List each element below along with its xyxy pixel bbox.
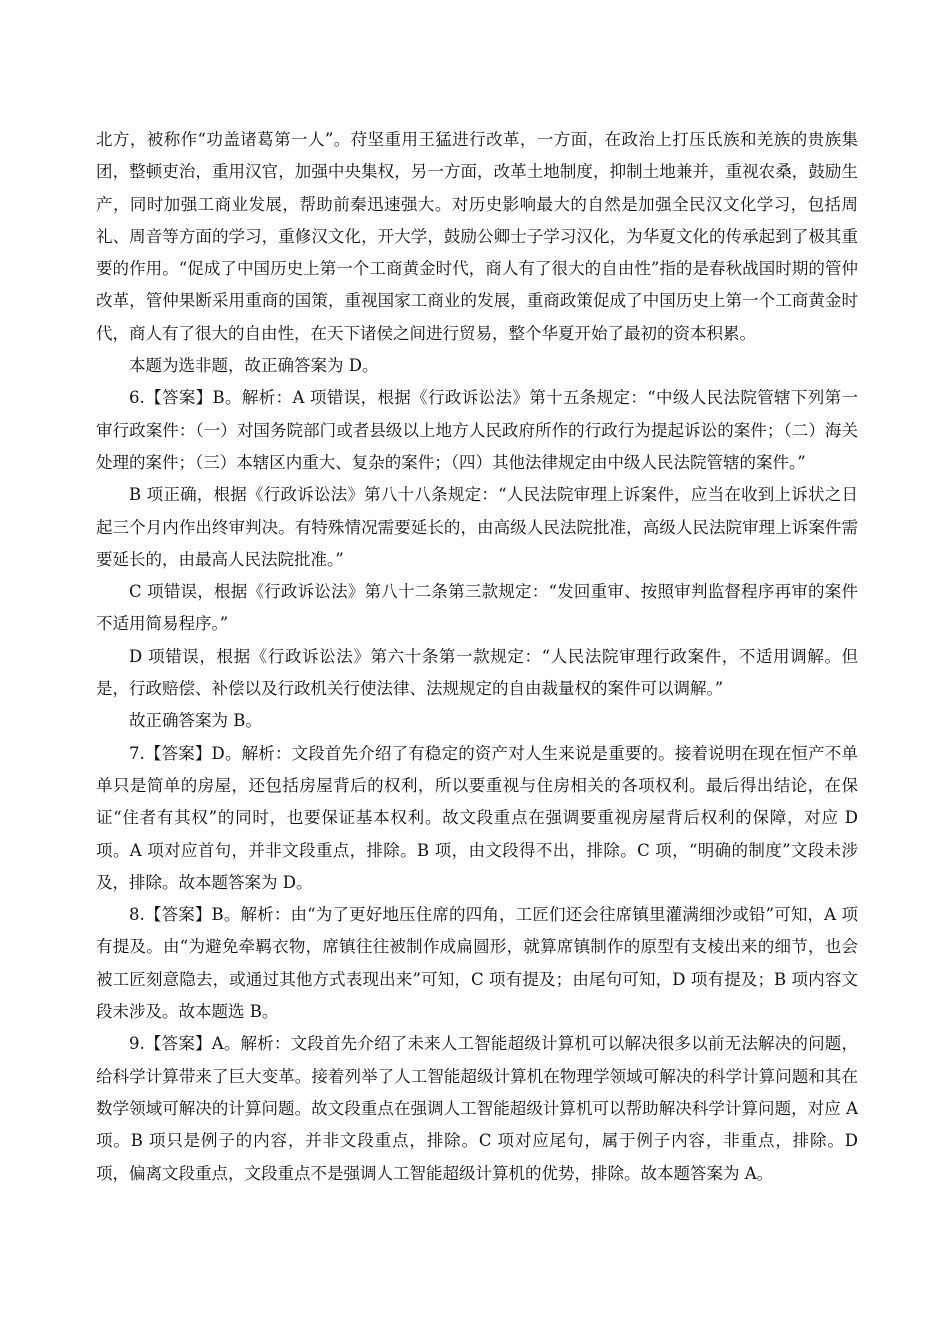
paragraph-q6-option-c: C 项错误，根据《行政诉讼法》第八十二条第三款规定：“发回重审、按照审判监督程序再审的案件不适用简易程序。” bbox=[96, 582, 858, 634]
paragraph-q8-answer: 8.【答案】B。解析：由“为了更好地压住席的四角，工匠们还会往席镇里灌满细沙或铅”可知，A 项有提及。由“为避免牵羁衣物，席镇往往被制作成扁圆形，就算席镇制作的原型有支棱出来的细节，也会被工匠刻意隐去，或通过其他方式表现出来”可知，C 项有提及；由尾句可知，D 项有提及；B 项内容文段未涉及。故本题选 B。 bbox=[96, 905, 858, 1022]
paragraph-q6-option-a: 6.【答案】B。解析：A 项错误，根据《行政诉讼法》第十五条规定：“中级人民法院管辖下列第一审行政案件：（一）对国务院部门或者县级以上地方人民政府所作的行政行为提起诉讼的案件；（二）海关处理的案件；（三）本辖区内重大、复杂的案件；（四）其他法律规定由中级人民法院管辖的案件。” bbox=[96, 388, 858, 472]
paragraph-q6-option-d: D 项错误，根据《行政诉讼法》第六十条第一款规定：“人民法院审理行政案件，不适用调解。但是，行政赔偿、补偿以及行政机关行使法律、法规规定的自由裁量权的案件可以调解。” bbox=[96, 646, 858, 699]
paragraph-q9-answer: 9.【答案】A。解析：文段首先介绍了未来人工智能超级计算机可以解决很多以前无法解决的问题，给科学计算带来了巨大变革。接着列举了人工智能超级计算机在物理学领域可解决的科学计算问题和其在数学领域可解决的计算问题。故文段重点在强调人工智能超级计算机可以帮助解决科学计算问题，对应 A 项。B 项只是例子的内容，并非文段重点，排除。C 项对应尾句，属于例子内容，非重点，排除。D 项，偏离文段重点，文段重点不是强调人工智能超级计算机的优势，排除。故本题答案为 A。 bbox=[96, 1034, 858, 1183]
paragraph-q7-answer: 7.【答案】D。解析：文段首先介绍了有稳定的资产对人生来说是重要的。接着说明在现在恒产不单单只是简单的房屋，还包括房屋背后的权利，所以要重视与住房相关的各项权利。最后得出结论，在保证“住者有其权”的同时，也要保证基本权利。故文段重点在强调要重视房屋背后权利的保障，对应 D 项。A 项对应首句，并非文段重点，排除。B 项，由文段得不出，排除。C 项，“明确的制度”文段未涉及，排除。故本题答案为 D。 bbox=[96, 743, 858, 892]
paragraph-q6-option-b: B 项正确，根据《行政诉讼法》第八十八条规定：“人民法院审理上诉案件，应当在收到上诉状之日起三个月内作出终审判决。有特殊情况需要延长的，由高级人民法院批准，高级人民法院审理上诉案件需要延长的，由最高人民法院批准。” bbox=[96, 485, 858, 569]
paragraph-history-tail: 北方，被称作“功盖诸葛第一人”。苻坚重用王猛进行改革，一方面，在政治上打压氐族和羌族的贵族集团，整顿吏治，重用汉官，加强中央集权，另一方面，改革土地制度，抑制土地兼并，重视农桑，鼓励生产，同时加强工商业发展，帮助前秦迅速强大。对历史影响最大的自然是加强全民汉文化学习，包括周礼、周音等方面的学习，重修汉文化，开大学，鼓励公卿士子学习汉化，为华夏文化的传承起到了极其重要的作用。“促成了中国历史上第一个工商黄金时代，商人有了很大的自由性”指的是春秋战国时期的管仲改革，管仲果断采用重商的国策，重视国家工商业的发展，重商政策促成了中国历史上第一个工商黄金时代，商人有了很大的自由性，在天下诸侯之间进行贸易，整个华夏开始了最初的资本积累。 bbox=[96, 130, 858, 343]
paragraph-q5-conclusion: 本题为选非题，故正确答案为 D。 bbox=[129, 356, 379, 376]
document-body bbox=[96, 124, 858, 1190]
paragraph-q6-conclusion: 故正确答案为 B。 bbox=[129, 711, 262, 731]
